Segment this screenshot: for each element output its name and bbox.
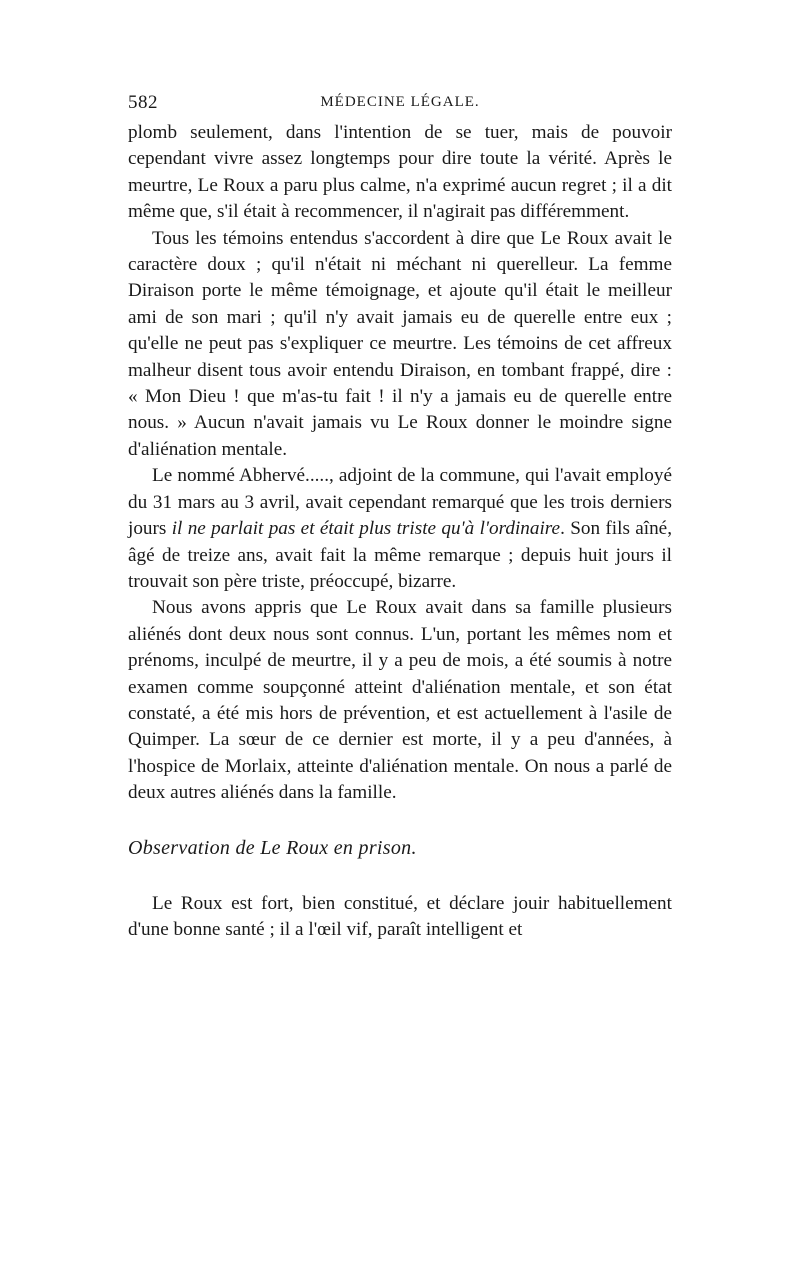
- paragraph-4: [128, 595, 672, 806]
- book-page: [128, 88, 672, 944]
- paragraph-2: [128, 226, 672, 464]
- italic-quote: il ne parlait pas et était plus triste qu'à l'ordinaire: [171, 518, 561, 540]
- page-number: 582: [128, 92, 158, 113]
- paragraph-text: Le Roux est fort, bien constitué, et déclare jouir habituellement d'une bonne santé ; il a l'œil vif, paraît intelligent et: [128, 892, 672, 941]
- section-heading: Observation de Le Roux en prison.: [128, 836, 417, 859]
- paragraph-text: Le nommé Abhervé....., adjoint de la commune, qui l'avait employé du 31 mars au 3 avril, avait cependant remarqué que les trois derniers jours: [128, 465, 672, 540]
- running-head: [128, 88, 672, 120]
- paragraph-text: Tous les témoins entendus s'accordent à dire que Le Roux avait le caractère doux ; qu'il n'était ni méchant ni querelleur. La femme Diraison porte le même témoignage, et ajoute qu'il était le meilleur ami de son mari ; qu'il n'y avait jamais eu de querelle entre eux ; qu'elle ne peut pas s'expliquer ce meurtre. Les témoins de cet affreux malheur disent tous avoir entendu Diraison, en tombant frappé, dire : « Mon Dieu ! que m'as-tu fait ! il n'y a jamais eu de querelle entre nous. » Aucun n'avait jamais vu Le Roux donner le moindre signe d'aliénation mentale.: [128, 227, 672, 460]
- paragraph-text: Nous avons appris que Le Roux avait dans sa famille plusieurs aliénés dont deux nous sont connus. L'un, portant les mêmes nom et prénoms, inculpé de meurtre, il y a peu de mois, a été soumis à notre examen comme soupçonné atteint d'aliénation mentale, et son état constaté, a été mis hors de prévention, et est actuellement à l'asile de Quimper. La sœur de ce dernier est morte, il y a peu d'années, à l'hospice de Morlaix, atteinte d'aliénation mentale. On nous a parlé de deux autres aliénés dans la famille.: [128, 597, 672, 804]
- paragraph-1: [128, 120, 672, 226]
- paragraph-text: plomb seulement, dans l'intention de se tuer, mais de pouvoir cependant vivre assez longtemps pour dire toute la vérité. Après le meurtre, Le Roux a paru plus calme, n'a exprimé aucun regret ; il a dit même que, s'il était à recommencer, il n'agirait pas différemment.: [128, 122, 672, 223]
- running-title: MÉDECINE LÉGALE.: [320, 94, 480, 110]
- paragraph-5: [128, 891, 672, 944]
- paragraph-text: . Son fils aîné, âgé de treize ans, avait fait la même remarque ; depuis huit jours il trouvait son père triste, préoccupé, bizarre.: [128, 518, 672, 592]
- body-text: [128, 120, 672, 944]
- paragraph-3: [128, 463, 672, 595]
